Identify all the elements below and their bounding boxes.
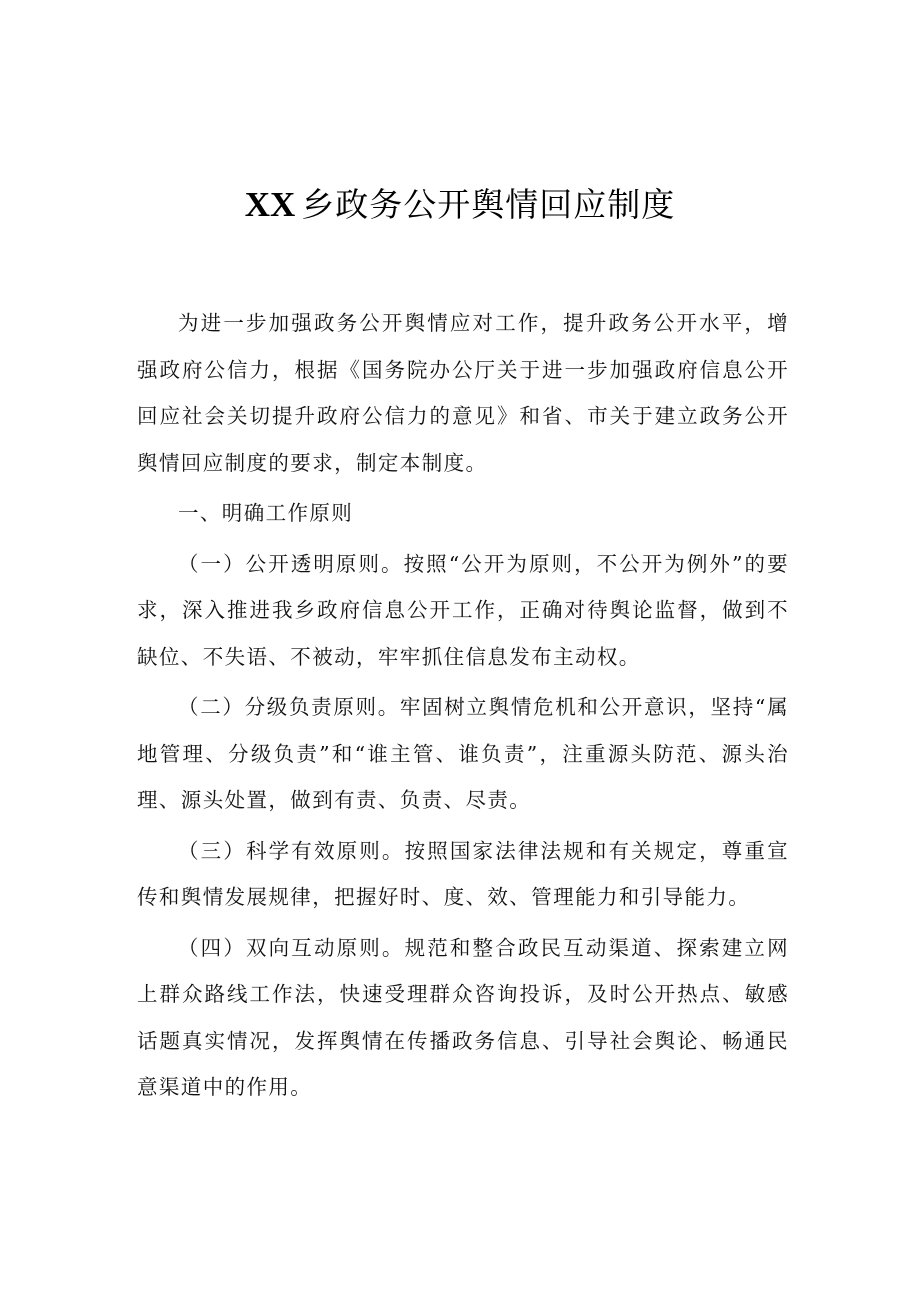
document-title: [0, 181, 920, 229]
title-prefix: XX: [244, 185, 296, 224]
principle-paragraph-2: （二）分级负责原则。牢固树立舆情危机和公开意识，坚持“属地管理、分级负责”和“谁主管、谁负责”，注重源头防范、源头治理、源头处置，做到有责、负责、尽责。: [137, 695, 789, 812]
document-body: [137, 300, 789, 1111]
principle-paragraph-4: （四）双向互动原则。规范和整合政民互动渠道、探索建立网上群众路线工作法，快速受理群众咨询投诉，及时公开热点、敏感话题真实情况，发挥舆情在传播政务信息、引导社会舆论、畅通民意渠道中的作用。: [137, 935, 789, 1099]
title-main: 乡政务公开舆情回应制度: [301, 185, 676, 224]
intro-paragraph: 为进一步加强政务公开舆情应对工作，提升政务公开水平，增强政府公信力，根据《国务院办公厅关于进一步加强政府信息公开回应社会关切提升政府公信力的意见》和省、市关于建立政务公开舆情回应制度的要求，制定本制度。: [137, 311, 789, 475]
principle-paragraph-1: （一）公开透明原则。按照“公开为原则，不公开为例外”的要求，深入推进我乡政府信息公开工作，正确对待舆论监督，做到不缺位、不失语、不被动，牢牢抓住信息发布主动权。: [137, 551, 789, 669]
section-heading: 一、明确工作原则: [178, 501, 354, 525]
principle-paragraph-3: （三）科学有效原则。按照国家法律法规和有关规定，尊重宣传和舆情发展规律，把握好时、度、效、管理能力和引导能力。: [137, 838, 789, 909]
